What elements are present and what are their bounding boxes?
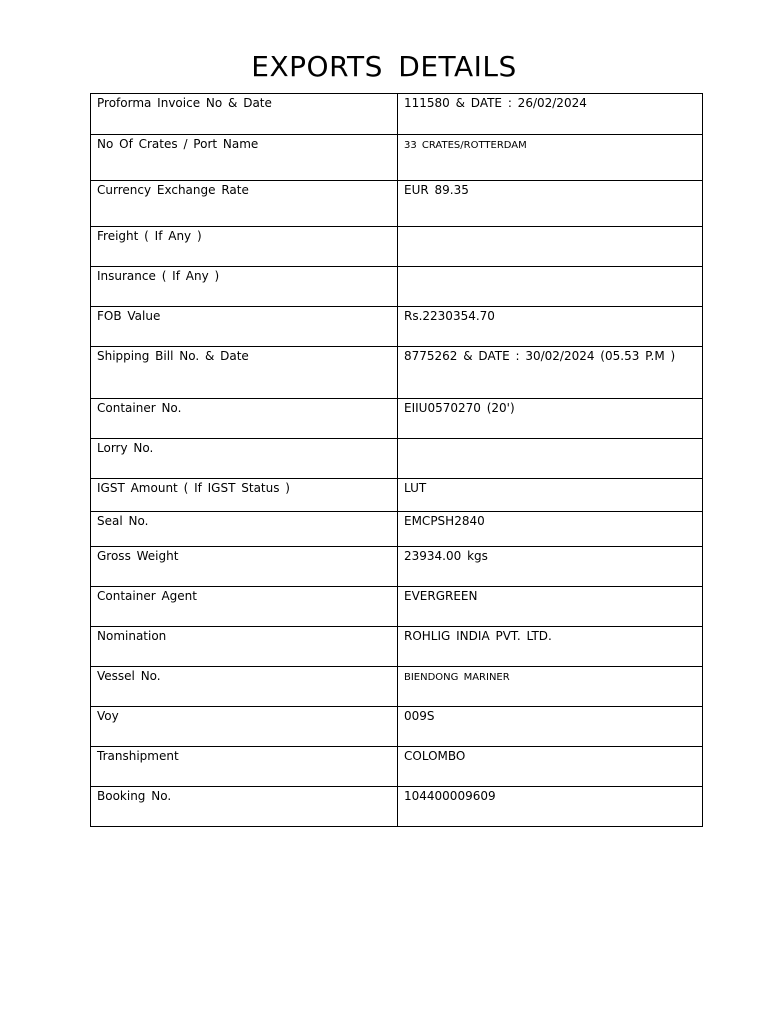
row-label: Voy bbox=[91, 707, 398, 747]
row-value: EIIU0570270 (20') bbox=[398, 399, 703, 439]
row-value: 009S bbox=[398, 707, 703, 747]
table-row bbox=[91, 587, 703, 627]
row-label: Container No. bbox=[91, 399, 398, 439]
row-label: Currency Exchange Rate bbox=[91, 181, 398, 227]
row-label: Gross Weight bbox=[91, 547, 398, 587]
row-label: Nomination bbox=[91, 627, 398, 667]
table-row bbox=[91, 307, 703, 347]
row-label: Booking No. bbox=[91, 787, 398, 827]
row-value: 104400009609 bbox=[398, 787, 703, 827]
row-value: EVERGREEN bbox=[398, 587, 703, 627]
row-value: ROHLIG INDIA PVT. LTD. bbox=[398, 627, 703, 667]
row-value: Rs.2230354.70 bbox=[398, 307, 703, 347]
table-row bbox=[91, 787, 703, 827]
row-value-text: BIENDONG MARINER bbox=[404, 672, 510, 683]
row-label: Vessel No. bbox=[91, 667, 398, 707]
row-value: 8775262 & DATE : 30/02/2024 (05.53 P.M ) bbox=[398, 347, 703, 399]
table-row bbox=[91, 627, 703, 667]
table-row bbox=[91, 512, 703, 547]
table-row bbox=[91, 135, 703, 181]
row-label: Lorry No. bbox=[91, 439, 398, 479]
row-value bbox=[398, 439, 703, 479]
row-label: Container Agent bbox=[91, 587, 398, 627]
row-label: Insurance ( If Any ) bbox=[91, 267, 398, 307]
row-value bbox=[398, 135, 703, 181]
table-row bbox=[91, 439, 703, 479]
row-value-text: 33 CRATES/ROTTERDAM bbox=[404, 140, 527, 151]
table-row bbox=[91, 94, 703, 135]
row-value bbox=[398, 267, 703, 307]
row-value bbox=[398, 227, 703, 267]
row-value: 111580 & DATE : 26/02/2024 bbox=[398, 94, 703, 135]
table-row bbox=[91, 399, 703, 439]
row-label: Freight ( If Any ) bbox=[91, 227, 398, 267]
row-value: EMCPSH2840 bbox=[398, 512, 703, 547]
table-row bbox=[91, 667, 703, 707]
row-value: COLOMBO bbox=[398, 747, 703, 787]
document-title: EXPORTS DETAILS bbox=[251, 50, 517, 83]
table-row bbox=[91, 347, 703, 399]
row-label: Shipping Bill No. & Date bbox=[91, 347, 398, 399]
table-row bbox=[91, 181, 703, 227]
row-value: EUR 89.35 bbox=[398, 181, 703, 227]
row-value: LUT bbox=[398, 479, 703, 512]
row-label: No Of Crates / Port Name bbox=[91, 135, 398, 181]
table-row bbox=[91, 479, 703, 512]
exports-details-table bbox=[90, 93, 703, 827]
row-value bbox=[398, 667, 703, 707]
table-row bbox=[91, 547, 703, 587]
row-label: Seal No. bbox=[91, 512, 398, 547]
table-row bbox=[91, 747, 703, 787]
table-row bbox=[91, 267, 703, 307]
table-row bbox=[91, 707, 703, 747]
row-label: Proforma Invoice No & Date bbox=[91, 94, 398, 135]
row-label: Transhipment bbox=[91, 747, 398, 787]
row-value: 23934.00 kgs bbox=[398, 547, 703, 587]
table-row bbox=[91, 227, 703, 267]
row-label: IGST Amount ( If IGST Status ) bbox=[91, 479, 398, 512]
row-label: FOB Value bbox=[91, 307, 398, 347]
